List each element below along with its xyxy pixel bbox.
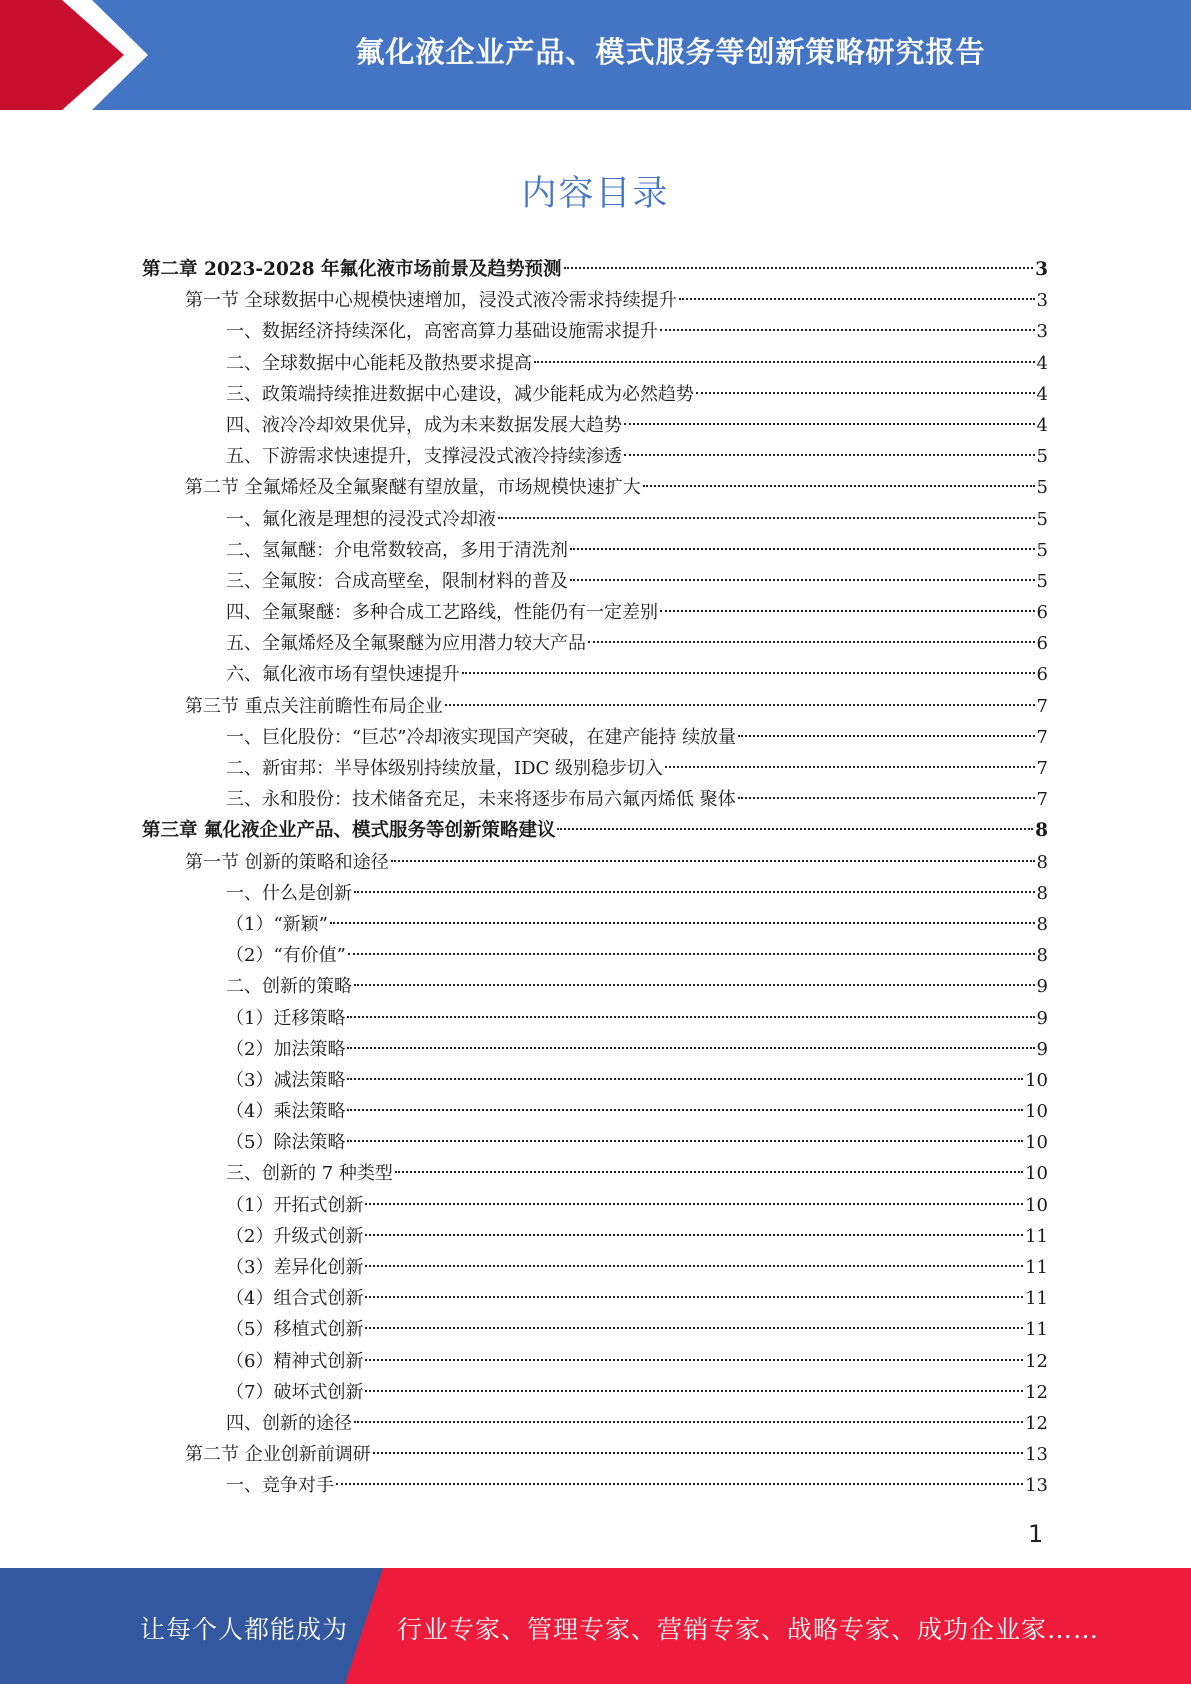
toc-entry-title: （4）组合式创新: [226, 1288, 364, 1310]
toc-entry-title: （3）差异化创新: [226, 1257, 364, 1278]
toc-entry-page: 3: [1035, 259, 1048, 280]
toc-leader-dots: [354, 984, 1035, 986]
toc-entry-page: 11: [1025, 1257, 1048, 1278]
toc-entry-title: 第三章 氟化液企业产品、模式服务等创新策略建议: [142, 820, 556, 842]
toc-entry-title: 三、创新的 7 种类型: [226, 1163, 393, 1185]
toc-leader-dots: [660, 329, 1035, 331]
toc-leader-dots: [347, 1047, 1034, 1049]
toc-leader-dots: [347, 1109, 1023, 1111]
toc-leader-dots: [660, 610, 1035, 612]
toc-leader-dots: [365, 1265, 1023, 1267]
toc-entry[interactable]: [142, 722, 1048, 753]
toc-entry[interactable]: [142, 878, 1048, 909]
toc-entry-page: 5: [1036, 446, 1048, 468]
toc-leader-dots: [462, 672, 1035, 674]
footer-slogan: 让每个人都能成为: [140, 1615, 349, 1644]
toc-leader-dots: [365, 1203, 1023, 1205]
toc-entry-page: 10: [1025, 1069, 1048, 1091]
toc-entry-page: 8: [1035, 820, 1048, 842]
toc-entry-page: 10: [1025, 1132, 1048, 1154]
toc-entry-title: （6）精神式创新: [226, 1350, 364, 1372]
toc-entry-page: 10: [1025, 1163, 1048, 1185]
toc-entry[interactable]: [142, 285, 1048, 316]
toc-entry[interactable]: [142, 1034, 1048, 1065]
toc-entry-page: 5: [1036, 539, 1048, 561]
toc-entry[interactable]: [142, 940, 1048, 971]
toc-entry-title: （7）破坏式创新: [226, 1381, 364, 1403]
toc-leader-dots: [354, 1421, 1023, 1423]
toc-leader-dots: [643, 485, 1035, 487]
toc-entry-title: 第一节 全球数据中心规模快速增加，浸没式液冷需求持续提升: [185, 290, 677, 312]
toc-entry[interactable]: [142, 971, 1048, 1002]
toc-entry[interactable]: [142, 1408, 1048, 1439]
toc-entry-title: （2）“有价值”: [226, 945, 346, 967]
toc-leader-dots: [534, 361, 1035, 363]
toc-leader-dots: [445, 704, 1035, 706]
toc-leader-dots: [354, 891, 1035, 893]
toc-leader-dots: [570, 548, 1035, 550]
toc-entry-page: 8: [1036, 882, 1048, 904]
toc-entry[interactable]: [142, 1065, 1048, 1096]
toc-entry[interactable]: [142, 784, 1048, 815]
toc-leader-dots: [347, 1078, 1023, 1080]
toc-entry[interactable]: [142, 691, 1048, 722]
toc-entry-title: 五、下游需求快速提升，支撑浸没式液冷持续渗透: [226, 446, 622, 468]
toc-leader-dots: [738, 735, 1034, 737]
toc-entry[interactable]: [142, 1127, 1048, 1158]
toc-entry-page: 8: [1036, 945, 1048, 967]
toc-entry-title: 二、创新的策略: [226, 976, 352, 998]
toc-entry[interactable]: [142, 379, 1048, 410]
toc-entry[interactable]: [142, 1377, 1048, 1408]
toc-leader-dots: [330, 922, 1035, 924]
footer-banner: [0, 1568, 1191, 1684]
toc-entry-title: （4）乘法策略: [226, 1101, 346, 1123]
toc-entry-title: 第一节 创新的策略和途径: [185, 851, 389, 873]
toc-entry-page: 8: [1036, 851, 1048, 873]
toc-entry-page: 9: [1036, 976, 1048, 998]
toc-leader-dots: [365, 1390, 1023, 1392]
toc-entry-title: （1）开拓式创新: [226, 1194, 364, 1216]
toc-entry-title: （3）减法策略: [226, 1069, 346, 1091]
toc-leader-dots: [679, 298, 1035, 300]
toc-entry-title: 第二节 企业创新前调研: [185, 1444, 371, 1466]
toc-leader-dots: [564, 267, 1034, 269]
toc-entry-page: 4: [1036, 352, 1048, 374]
toc-leader-dots: [570, 579, 1035, 581]
toc-entry-title: 四、液冷冷却效果优异，成为未来数据发展大趋势: [226, 414, 622, 436]
toc-entry[interactable]: [142, 566, 1048, 597]
toc-leader-dots: [557, 828, 1033, 830]
toc-entry[interactable]: [142, 597, 1048, 628]
toc-entry[interactable]: [142, 410, 1048, 441]
footer-tagline: 行业专家、管理专家、营销专家、战略专家、成功企业家……: [397, 1615, 1100, 1644]
toc-entry[interactable]: [142, 316, 1048, 347]
toc-leader-dots: [373, 1452, 1023, 1454]
toc-entry-page: 3: [1036, 321, 1048, 343]
toc-entry[interactable]: [142, 1003, 1048, 1034]
toc-entry-page: 12: [1025, 1381, 1048, 1403]
toc-leader-dots: [588, 641, 1035, 643]
toc-entry-title: 第二节 全氟烯烃及全氟聚醚有望放量，市场规模快速扩大: [185, 477, 641, 499]
toc-leader-dots: [624, 423, 1035, 425]
toc-entry[interactable]: [142, 1158, 1048, 1189]
toc-entry[interactable]: [142, 348, 1048, 379]
toc-entry[interactable]: [142, 1096, 1048, 1127]
toc-entry-title: （1）迁移策略: [226, 1007, 346, 1029]
toc-entry-title: 三、永和股份：技术储备充足，未来将逐步布局六氟丙烯低 聚体: [226, 789, 736, 811]
toc-entry[interactable]: [142, 254, 1048, 285]
toc-entry[interactable]: [142, 659, 1048, 690]
toc-leader-dots: [347, 1016, 1034, 1018]
toc-entry-page: 9: [1036, 1038, 1048, 1060]
toc-entry-page: 12: [1025, 1412, 1048, 1434]
toc-heading: 内容目录: [521, 174, 670, 214]
report-title: 氟化液企业产品、模式服务等创新策略研究报告: [355, 35, 986, 69]
toc-leader-dots: [348, 953, 1035, 955]
toc-entry-page: 11: [1025, 1319, 1048, 1341]
table-of-contents: [142, 254, 1048, 1502]
toc-entry-title: 五、全氟烯烃及全氟聚醚为应用潜力较大产品: [226, 633, 586, 655]
toc-entry-title: 二、全球数据中心能耗及散热要求提高: [226, 352, 532, 374]
toc-leader-dots: [391, 860, 1035, 862]
toc-leader-dots: [395, 1171, 1023, 1173]
toc-entry-page: 3: [1036, 290, 1048, 312]
toc-entry-page: 5: [1036, 508, 1048, 530]
toc-entry-title: （5）移植式创新: [226, 1319, 364, 1341]
toc-entry[interactable]: [142, 753, 1048, 784]
toc-entry[interactable]: [142, 815, 1048, 846]
toc-entry-page: 5: [1036, 477, 1048, 499]
toc-entry-title: 一、氟化液是理想的浸没式冷却液: [226, 508, 496, 530]
toc-entry-page: 6: [1036, 664, 1048, 686]
toc-entry-title: 四、全氟聚醚：多种合成工艺路线，性能仍有一定差别: [226, 602, 658, 624]
toc-entry-title: 三、政策端持续推进数据中心建设，减少能耗成为必然趋势: [226, 383, 694, 405]
toc-entry[interactable]: [142, 441, 1048, 472]
toc-entry[interactable]: [142, 472, 1048, 503]
toc-entry[interactable]: [142, 909, 1048, 940]
toc-entry-title: 第三节 重点关注前瞻性布局企业: [185, 695, 443, 717]
toc-entry-title: 三、全氟胺：合成高壁垒，限制材料的普及: [226, 570, 568, 592]
toc-entry-page: 9: [1036, 1007, 1048, 1029]
toc-entry-page: 6: [1036, 602, 1048, 624]
toc-leader-dots: [365, 1234, 1023, 1236]
toc-entry[interactable]: [142, 1190, 1048, 1221]
page-number: 1: [1028, 1520, 1044, 1548]
toc-entry-title: 第二章 2023-2028 年氟化液市场前景及趋势预测: [142, 259, 562, 280]
toc-entry-page: 11: [1025, 1288, 1048, 1310]
toc-entry[interactable]: [142, 1439, 1048, 1470]
toc-entry-title: （2）加法策略: [226, 1038, 346, 1060]
toc-entry-title: （5）除法策略: [226, 1132, 346, 1154]
toc-entry[interactable]: [142, 535, 1048, 566]
toc-leader-dots: [624, 454, 1035, 456]
toc-entry[interactable]: [142, 1283, 1048, 1314]
toc-entry[interactable]: [142, 628, 1048, 659]
toc-leader-dots: [347, 1140, 1023, 1142]
toc-entry[interactable]: [142, 1221, 1048, 1252]
toc-entry-page: 13: [1025, 1475, 1048, 1497]
toc-entry-page: 6: [1036, 633, 1048, 655]
toc-entry-title: （2）升级式创新: [226, 1225, 364, 1247]
toc-leader-dots: [665, 766, 1035, 768]
toc-entry[interactable]: [142, 1470, 1048, 1501]
toc-entry-page: 8: [1036, 913, 1048, 935]
toc-entry-page: 5: [1036, 570, 1048, 592]
toc-entry-title: 一、竞争对手: [226, 1475, 334, 1497]
toc-entry[interactable]: [142, 504, 1048, 535]
toc-entry-page: 10: [1025, 1194, 1048, 1216]
toc-entry-title: 二、氢氟醚：介电常数较高，多用于清洗剂: [226, 539, 568, 561]
toc-entry-title: 六、氟化液市场有望快速提升: [226, 664, 460, 686]
toc-entry-page: 11: [1025, 1225, 1048, 1247]
toc-entry-page: 12: [1025, 1350, 1048, 1372]
toc-leader-dots: [696, 392, 1035, 394]
header-banner: [0, 0, 1191, 110]
toc-leader-dots: [365, 1359, 1023, 1361]
toc-entry[interactable]: [142, 847, 1048, 878]
toc-entry-page: 4: [1036, 414, 1048, 436]
toc-entry-page: 13: [1025, 1444, 1048, 1466]
toc-entry[interactable]: [142, 1314, 1048, 1345]
toc-entry-page: 7: [1036, 758, 1048, 779]
toc-entry-title: 一、数据经济持续深化，高密高算力基础设施需求提升: [226, 321, 658, 343]
toc-entry-title: 四、创新的途径: [226, 1412, 352, 1434]
toc-leader-dots: [738, 797, 1035, 799]
toc-entry-title: （1）“新颖”: [226, 913, 328, 935]
toc-entry-title: 一、什么是创新: [226, 882, 352, 904]
toc-leader-dots: [336, 1483, 1023, 1485]
toc-entry-page: 7: [1036, 726, 1048, 748]
toc-entry-page: 4: [1036, 383, 1048, 405]
toc-entry-page: 7: [1036, 695, 1048, 717]
toc-entry-page: 10: [1025, 1101, 1048, 1123]
toc-leader-dots: [365, 1327, 1023, 1329]
toc-entry-page: 7: [1036, 789, 1048, 811]
toc-entry-title: 一、巨化股份：“巨芯”冷却液实现国产突破，在建产能持 续放量: [226, 726, 737, 748]
toc-leader-dots: [365, 1296, 1023, 1298]
toc-leader-dots: [498, 517, 1035, 519]
toc-entry[interactable]: [142, 1346, 1048, 1377]
toc-entry[interactable]: [142, 1252, 1048, 1283]
toc-entry-title: 二、新宙邦：半导体级别持续放量，IDC 级别稳步切入: [226, 758, 664, 779]
